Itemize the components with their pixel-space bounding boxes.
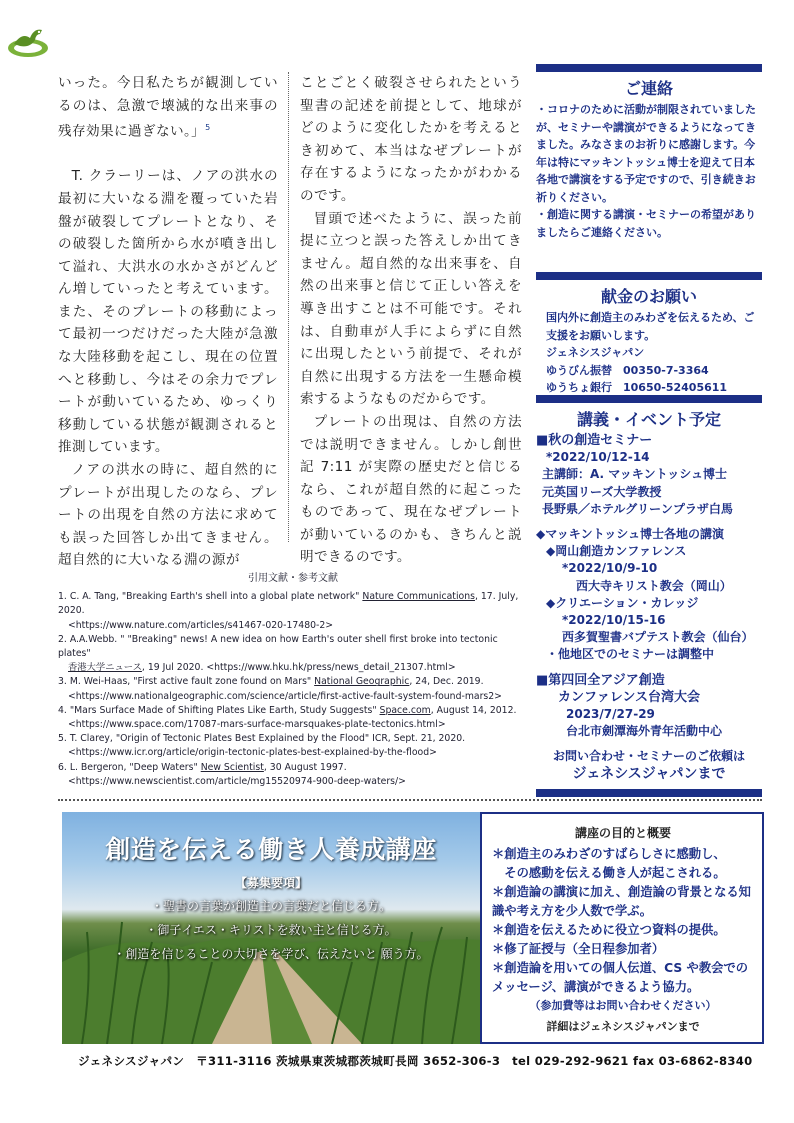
contact-text: [536, 101, 762, 241]
paragraph: ノアの洪水の時に、超自然的にプレートが出現したのなら、プレートの出現を自然の方法に求めても誤った回答しか出てきません。超自然的に大いなる淵の源が: [58, 462, 278, 569]
fee-note: （参加費等はお問い合わせください）: [529, 999, 717, 1012]
footnote-marker: 5: [205, 123, 211, 133]
section-bar: [536, 789, 762, 797]
donation-org: ジェネシスジャパン: [546, 346, 645, 359]
reference-item: 4. "Mars Surface Made of Shifting Plates Like Earth, Study Suggests" Space.com, August 14, 2012.: [58, 704, 517, 716]
course-item: ＊修了証授与（全日程参加者）: [492, 942, 665, 956]
reference-item: 6. L. Bergeron, "Deep Waters" New Scientist, 30 August 1997.: [58, 761, 347, 773]
inquiry-text: お問い合わせ・セミナーのご依頼は: [552, 749, 745, 764]
event-place: 長野県／ホテルグリーンプラザ白馬: [542, 501, 733, 516]
donation-text: [536, 309, 762, 397]
references-title: 引用文献・参考文献: [248, 573, 338, 584]
reference-url: <https://www.icr.org/article/origin-tectonic-plates-best-explained-by-the-flood>: [68, 747, 437, 759]
event-title: ■秋の創造セミナー: [536, 433, 653, 448]
column-divider: [288, 72, 289, 542]
article-column-1: [58, 72, 278, 572]
reference-item: 5. T. Clarey, "Origin of Tectonic Plates Best Explained by the Flood" ICR, Sept. 21, 2020.: [58, 733, 466, 745]
event-title: ◆マッキントッシュ博士各地の講演: [536, 527, 725, 542]
reference-item: 1. C. A. Tang, "Breaking Earth's shell into a global plate network" Nature Communications, 17. July, 2020.: [58, 591, 519, 617]
paragraph: プレートの出現は、自然の方法では説明できません。しかし創世記 7:11 が実際の歴史だと信じるなら、これが超自然的に起こったものであって、現在なぜプレートが動いているのかも、きちんと説明できるのです。: [300, 413, 522, 566]
banner-title: 創造を伝える働き人養成講座: [105, 835, 437, 864]
inquiry-text: ジェネシスジャパンまで: [572, 765, 726, 782]
course-item: ＊創造論の講演に加え、創造論の背景となる知識や考え方を少人数で学ぶ。: [492, 885, 751, 918]
course-title: 講座の目的と概要: [574, 826, 671, 840]
section-bar: [536, 64, 762, 72]
requirement-item: ・聖書の言葉が創造主の言葉だと信じる方。: [150, 899, 391, 913]
event-affiliation: 元英国リーズ大学教授: [542, 484, 662, 499]
contact-section: [536, 64, 762, 241]
reference-url: <https://www.nature.com/articles/s41467-020-17480-2>: [68, 619, 334, 631]
event-speaker: 主講師：A. マッキントッシュ博士: [542, 467, 728, 482]
event-place: 西大寺キリスト教会（岡山）: [576, 578, 732, 593]
footer-address: ジェネシスジャパン 〒311-3116 茨城県東茨城郡茨城町長岡 3652-306-3 tel 029-292-9621 fax 03-6862-8340: [78, 1054, 753, 1068]
reference-item: 3. M. Wei-Haas, "First active fault zone found on Mars" National Geographic, 24, Dec. 2019.: [58, 676, 484, 688]
reference-item: 香港大学ニュース, 19 Jul 2020. <https://www.hku.hk/press/news_detail_21307.html>: [68, 662, 456, 674]
contact-title: ご連絡: [624, 79, 673, 98]
section-divider: [58, 799, 762, 801]
paragraph: T. クラーリーは、ノアの洪水の最初に大いなる淵を覆っていた岩盤が破裂してプレートとなり、その破裂した箇所から水が噴き出して溢れ、大洪水の水かさがどんどん増していったと考えています。また、そのプレートの移動によって最初一つだけだった大陸が急激な大陸移動を起こし、現在の位置へと移動し、今はその余力でプレートが動いているため、ゆっくり移動している状態が観測されると推測しています。: [58, 168, 278, 456]
events-section: [536, 395, 762, 797]
event-title: ■第四回全アジア創造: [536, 672, 665, 688]
reference-item: 2. A.A.Webb. " "Breaking" news! A new idea on how Earth's outer shell first broke into tectonic plates": [58, 633, 498, 660]
donation-section: [536, 272, 762, 397]
event-title: ◆岡山創造カンファレンス: [546, 544, 687, 559]
course-item: その感動を伝える働き人が起こされる。: [492, 866, 726, 880]
reference-url: <https://www.space.com/17087-mars-surface-marsquakes-plate-tectonics.html>: [68, 719, 446, 731]
paragraph: ことごとく破裂させられたという聖書の記述を前提として、地球がどのように変化したかを考えるとき初めて、本当はなぜプレートが存在するようになったかがわかるのです。: [300, 75, 522, 204]
bank-account: ゆうちょ銀行 10650-52405611: [546, 381, 728, 394]
contact-line: ・コロナのために活動が制限されていましたが、セミナーや講演ができるようになってきました。みなさまのお祈りに感謝します。今年は特にマッキントッシュ博士を迎えて日本各地で講演をする予定ですので、引き続きお祈りください。: [536, 103, 756, 204]
event-place: 西多賀聖書バプテスト教会（仙台）: [562, 630, 754, 645]
event-date: *2022/10/9-10: [562, 561, 658, 576]
event-date: *2022/10/15-16: [562, 613, 666, 628]
donation-description: 国内外に創造主のみわざを伝えるため、ご支援をお願いします。: [546, 311, 755, 342]
reference-url: <https://www.nationalgeographic.com/science/article/first-active-fault-system-found-mars2>: [68, 690, 502, 702]
event-title: ◆クリエーション・カレッジ: [546, 595, 699, 610]
contact-line: ・創造に関する講演・セミナーの希望がありましたらご連絡ください。: [536, 208, 756, 239]
article-column-2: [300, 72, 522, 569]
donation-title: 献金のお願い: [600, 287, 697, 306]
event-date: 2023/7/27-29: [566, 707, 655, 722]
event-date: *2022/10/12-14: [546, 450, 650, 465]
paragraph: 冒頭で述べたように、誤った前提に立つと誤った答えしか出てきません。超自然的な出来事を、自然の出来事と信じて正しい答えを導き出すことは不可能です。それは、自動車が人手によらずに自然に出現したという前提で、それが自然に出現する方法を一生懸命模索するようなものだからです。: [300, 210, 522, 408]
course-item: ＊創造論を用いての個人伝道、CS や教会でのメッセージ、講演ができるよう協力。: [492, 961, 749, 994]
event-note: ・他地区でのセミナーは調整中: [546, 647, 715, 662]
course-overview: [480, 812, 764, 1044]
course-banner: [62, 812, 480, 1044]
banner-subtitle: 【募集要項】: [234, 876, 307, 890]
event-title: カンファレンス台湾大会: [558, 689, 701, 705]
course-item: ＊創造を伝えるために役立つ資料の提供。: [492, 923, 726, 937]
course-item: ＊創造主のみわざのすばらしさに感動し、: [492, 847, 726, 861]
events-list: [536, 432, 762, 783]
detail-note: 詳細はジェネシスジャパンまで: [546, 1020, 700, 1033]
reference-url: <https://www.newscientist.com/article/mg15520974-900-deep-waters/>: [68, 775, 406, 787]
section-bar: [536, 395, 762, 403]
events-title: 講義・イベント予定: [576, 410, 721, 429]
requirements-list: [62, 894, 480, 966]
references: [58, 572, 528, 789]
dinosaur-logo-icon: [4, 14, 54, 64]
event-place: 台北市劍潭海外青年活動中心: [566, 724, 723, 739]
section-bar: [536, 272, 762, 280]
paragraph: いった。今日私たちが観測しているのは、急激で壊滅的な出来事の残存効果に過ぎない。」$^5$: [58, 75, 278, 140]
requirement-item: ・御子イエス・キリストを救い主と信じる方。: [145, 923, 397, 937]
postal-account: ゆうびん振替 00350-7-3364: [546, 363, 709, 377]
requirement-item: ・創造を信じることの大切さを学び、伝えたいと 願う方。: [113, 947, 429, 961]
